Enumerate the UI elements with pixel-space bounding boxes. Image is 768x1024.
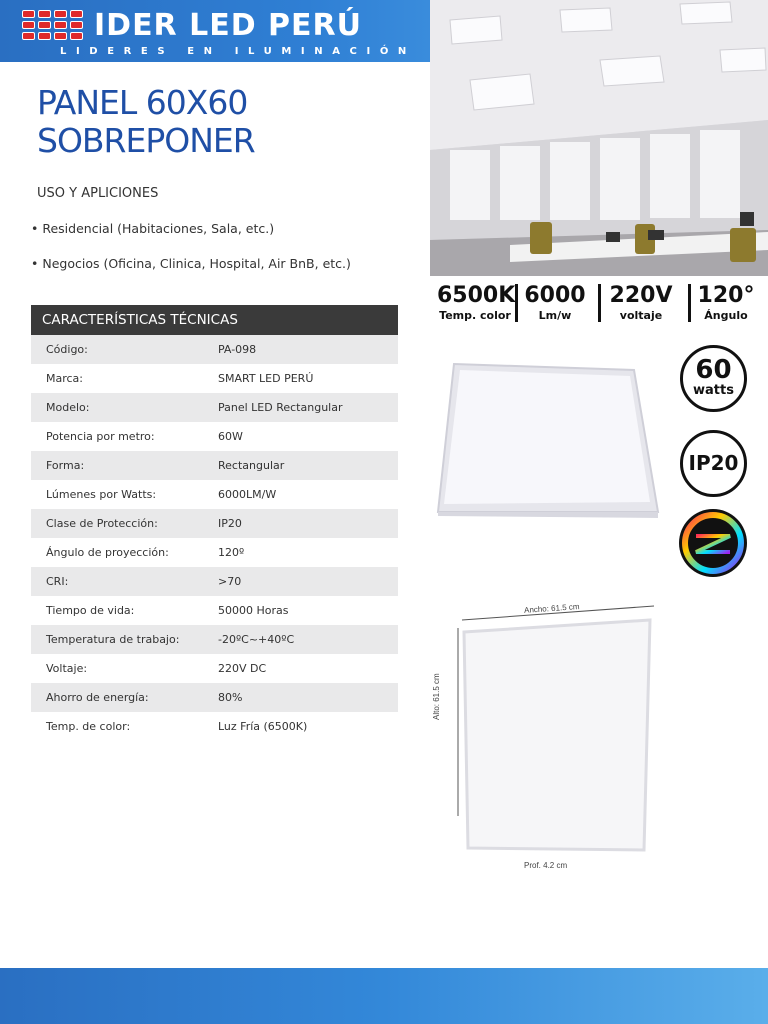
table-value: IP20 [218, 517, 242, 530]
table-row [31, 596, 398, 625]
office-photo [430, 0, 768, 276]
table-value: PA-098 [218, 343, 257, 356]
table-row [31, 335, 398, 364]
table-key: CRI: [46, 575, 69, 588]
table-key: Ángulo de proyección: [46, 546, 169, 559]
spec-divider [515, 284, 518, 322]
table-value: 50000 Horas [218, 604, 289, 617]
spec-label: Temp. color [439, 309, 511, 322]
table-key: Lúmenes por Watts: [46, 488, 157, 501]
panel-dimension-drawing [440, 598, 670, 878]
spec-label: Lm/w [538, 309, 572, 322]
specs-table-heading: CARACTERÍSTICAS TÉCNICAS [31, 305, 398, 335]
table-row [31, 654, 398, 683]
table-row [31, 364, 398, 393]
table-key: Clase de Protección: [46, 517, 158, 530]
table-key: Código: [46, 343, 88, 356]
table-row [31, 625, 398, 654]
dimension-depth-label: Prof. 4.2 cm [524, 861, 568, 870]
table-value: -20ºC~+40ºC [218, 633, 295, 646]
table-row [31, 480, 398, 509]
product-title [37, 84, 417, 160]
uses-heading: USO Y APLICIONES [37, 186, 159, 201]
spec-divider [598, 284, 601, 322]
brand-name: IDER LED PERÚ [94, 8, 362, 43]
table-key: Temperatura de trabajo: [46, 633, 180, 646]
spec-label: Ángulo [704, 309, 748, 322]
footer-banner [0, 968, 768, 1024]
table-key: Temp. de color: [46, 720, 131, 733]
panel-product-image [434, 362, 660, 518]
spec-angle [696, 283, 756, 322]
table-value: SMART LED PERÚ [218, 372, 314, 385]
watts-unit: watts [693, 383, 734, 398]
product-title-line1: PANEL 60X60 [37, 83, 248, 122]
table-key: Modelo: [46, 401, 90, 414]
table-row [31, 509, 398, 538]
table-row [31, 567, 398, 596]
table-value: Rectangular [218, 459, 285, 472]
table-row [31, 538, 398, 567]
table-value: 120º [218, 546, 245, 559]
table-value: 60W [218, 430, 243, 443]
rgb-logo-icon [676, 506, 750, 580]
specs-table [31, 305, 398, 741]
table-value: 80% [218, 691, 243, 704]
watts-badge [680, 345, 747, 412]
table-key: Marca: [46, 372, 84, 385]
spec-value: 6000 [524, 283, 586, 308]
table-value: 6000LM/W [218, 488, 277, 501]
dimension-height-label: Alto: 61.5 cm [432, 673, 441, 720]
table-value: 220V DC [218, 662, 267, 675]
table-key: Forma: [46, 459, 85, 472]
spec-value: 120° [697, 283, 755, 308]
table-key: Potencia por metro: [46, 430, 155, 443]
table-value: Luz Fría (6500K) [218, 720, 308, 733]
table-row [31, 393, 398, 422]
led-logo-icon [22, 10, 92, 44]
table-key: Tiempo de vida: [46, 604, 135, 617]
table-key: Ahorro de energía: [46, 691, 149, 704]
table-row [31, 683, 398, 712]
spec-divider [688, 284, 691, 322]
table-row [31, 712, 398, 741]
spec-value: 6500K [437, 283, 516, 308]
spec-label: voltaje [619, 309, 663, 322]
brand-logo [22, 4, 416, 58]
use-item-business: • Negocios (Oficina, Clinica, Hospital, Air BnB, etc.) [31, 256, 351, 271]
table-row [31, 451, 398, 480]
table-value: Panel LED Rectangular [218, 401, 343, 414]
spec-value: 220V [609, 283, 673, 308]
product-title-line2: SOBREPONER [37, 121, 255, 160]
spec-temp-color [437, 283, 516, 322]
table-value: >70 [218, 575, 242, 588]
spec-lumens [522, 283, 588, 322]
spec-voltage [608, 283, 674, 322]
ip-badge: IP20 [680, 430, 747, 497]
table-key: Voltaje: [46, 662, 88, 675]
use-item-residential: • Residencial (Habitaciones, Sala, etc.) [31, 221, 275, 236]
watts-value: 60 [695, 355, 732, 385]
table-row [31, 422, 398, 451]
brand-tagline: LIDERES EN ILUMINACIÓN [60, 46, 416, 57]
dimension-width-label: Ancho: 61.5 cm [523, 602, 580, 615]
